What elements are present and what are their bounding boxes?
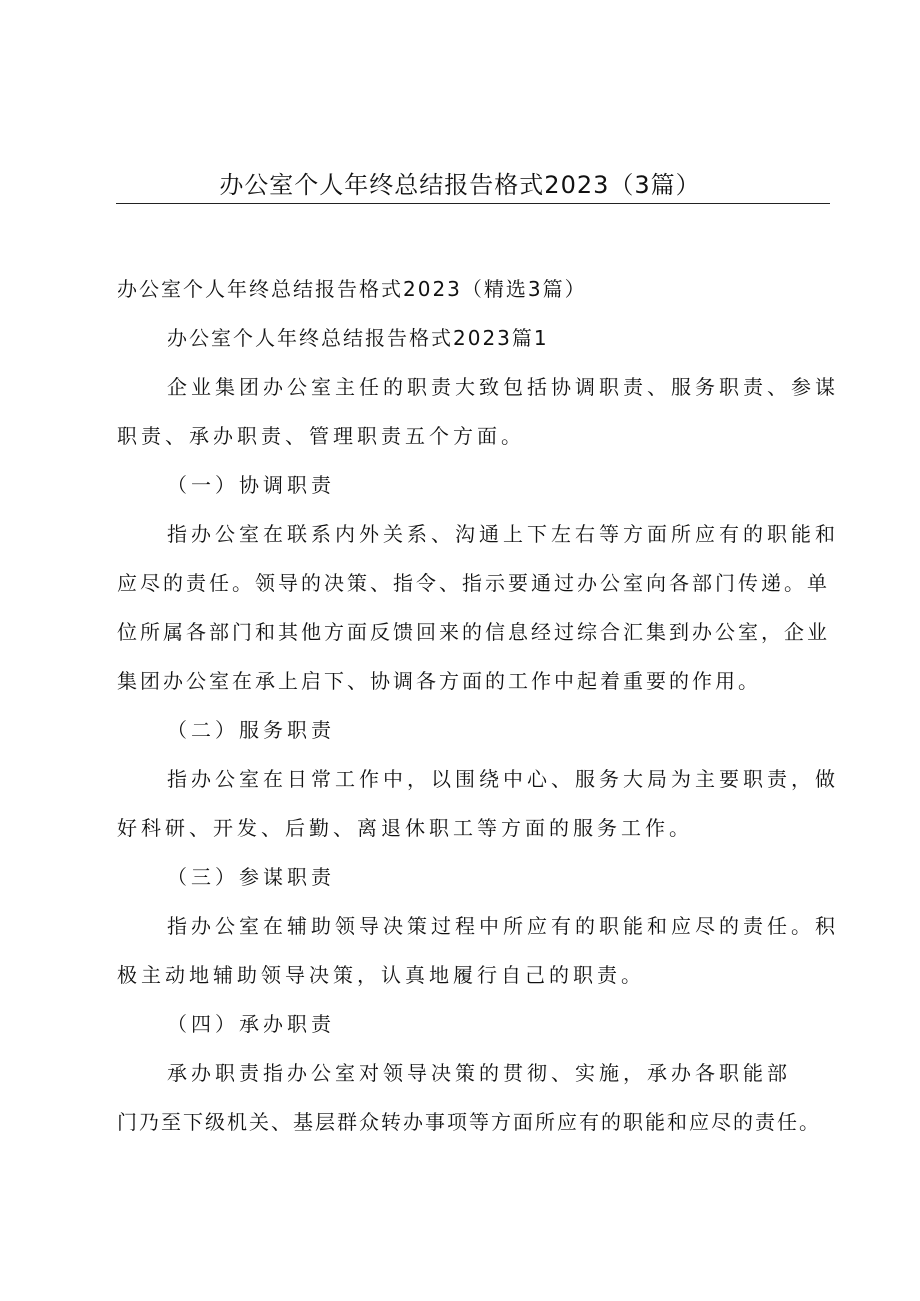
paragraph-line: 极主动地辅助领导决策，认真地履行自己的职责。 [117, 963, 645, 987]
subheading-undertaking: （四）承办职责 [167, 1012, 335, 1036]
section-title: 办公室个人年终总结报告格式2023篇1 [167, 326, 549, 350]
paragraph-line: 指办公室在辅助领导决策过程中所应有的职能和应尽的责任。积 [167, 914, 839, 938]
paragraph-line: 门乃至下级机关、基层群众转办事项等方面所应有的职能和应尽的责任。 [117, 1110, 821, 1134]
paragraph-line: 企业集团办公室主任的职责大致包括协调职责、服务职责、参谋 [167, 375, 839, 399]
subheading-coordination: （一）协调职责 [167, 473, 335, 497]
paragraph-line: 应尽的责任。领导的决策、指令、指示要通过办公室向各部门传递。单 [117, 571, 830, 595]
paragraph-line: 指办公室在日常工作中，以围绕中心、服务大局为主要职责，做 [167, 767, 839, 791]
title-underline [116, 203, 830, 204]
paragraph-line: 位所属各部门和其他方面反馈回来的信息经过综合汇集到办公室，企业 [117, 620, 830, 644]
document-subtitle: 办公室个人年终总结报告格式2023（精选3篇） [117, 277, 587, 301]
subheading-service: （二）服务职责 [167, 718, 335, 742]
paragraph-line: 指办公室在联系内外关系、沟通上下左右等方面所应有的职能和 [167, 522, 839, 546]
document-title: 办公室个人年终总结报告格式2023（3篇） [219, 171, 701, 199]
paragraph-line: 集团办公室在承上启下、协调各方面的工作中起着重要的作用。 [117, 669, 761, 693]
subheading-advisory: （三）参谋职责 [167, 865, 335, 889]
paragraph-line: 承办职责指办公室对领导决策的贯彻、实施，承办各职能部 [167, 1061, 791, 1085]
paragraph-line: 职责、承办职责、管理职责五个方面。 [117, 424, 525, 448]
paragraph-line: 好科研、开发、后勤、离退休职工等方面的服务工作。 [117, 816, 693, 840]
